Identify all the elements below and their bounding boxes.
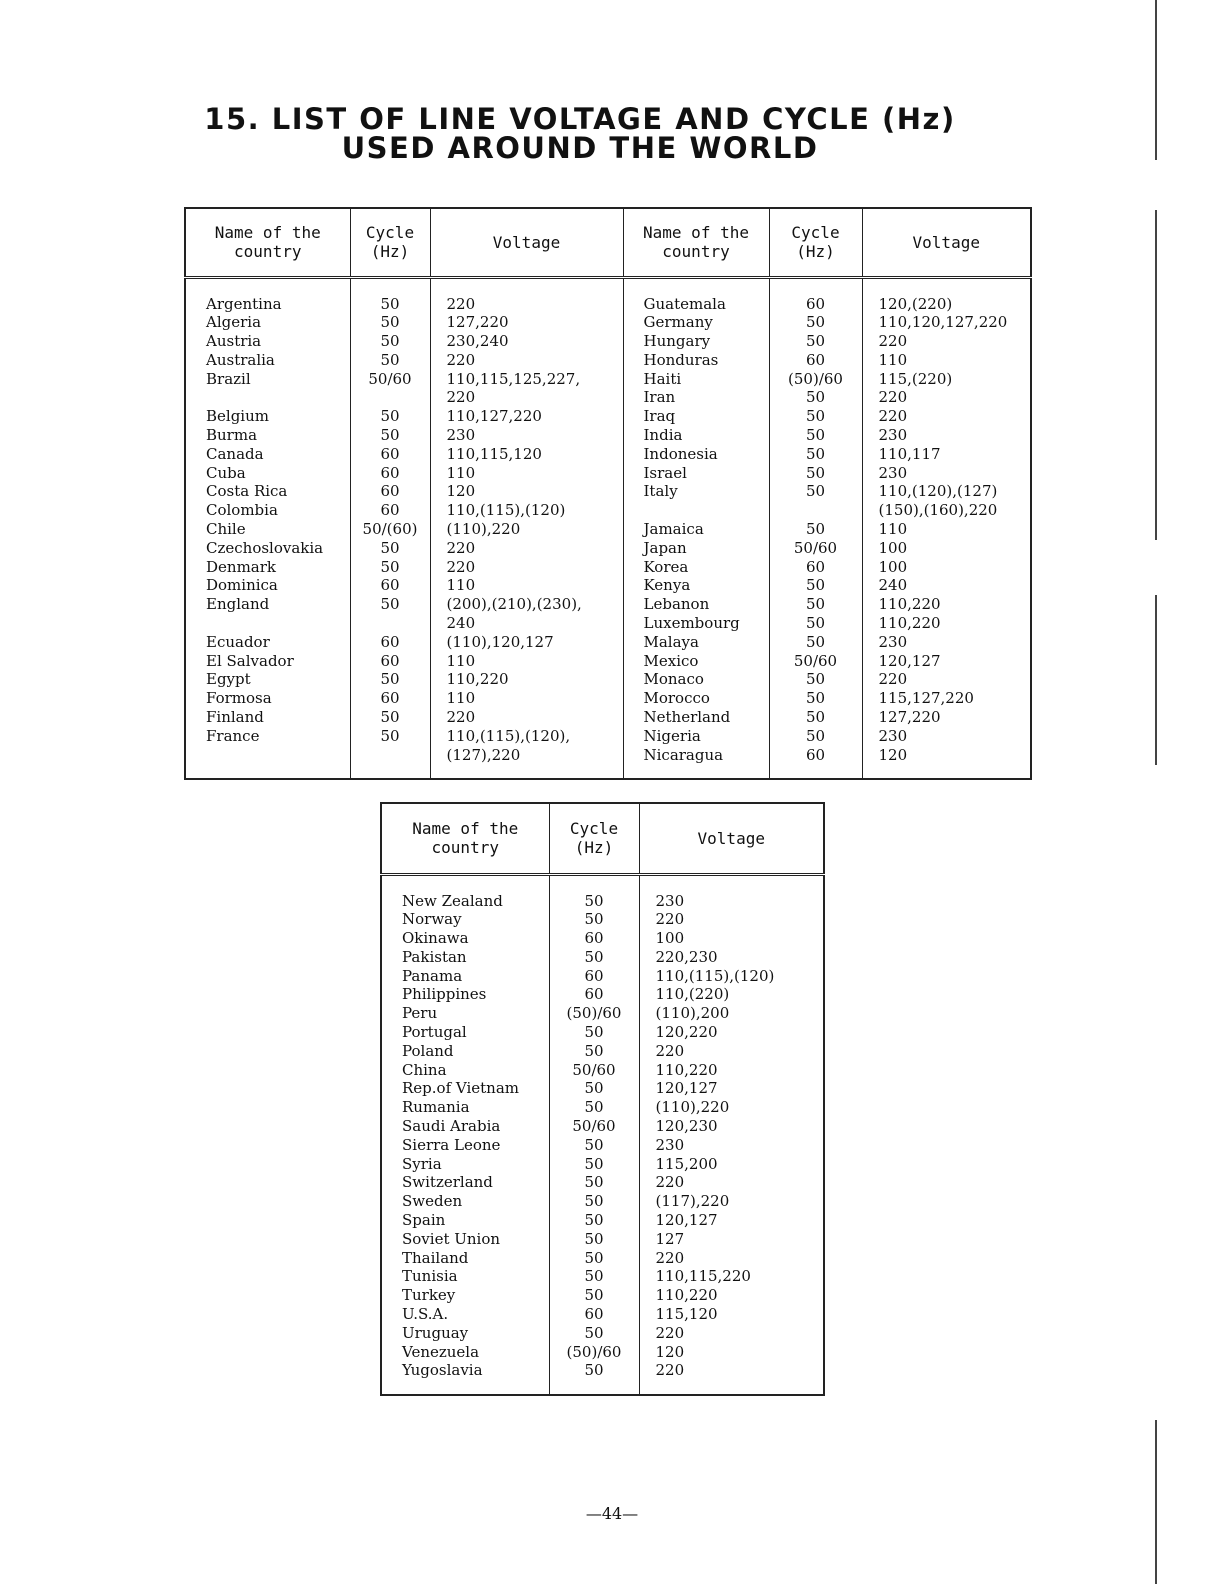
voltage-value: 127,220 — [862, 708, 1031, 727]
voltage-value: 220 — [639, 1249, 824, 1268]
cycle-value: 50 — [549, 1249, 639, 1268]
country-name: Thailand — [402, 1248, 469, 1267]
table-row — [381, 1042, 824, 1061]
header-cycle: Cycle (Hz) — [350, 208, 430, 277]
table-row — [381, 1211, 824, 1230]
margin-rule — [1155, 0, 1157, 160]
country-name: Israel — [623, 464, 769, 483]
country-name: Cuba — [206, 463, 246, 482]
cycle-value: 50 — [549, 1324, 639, 1343]
voltage-value: 100 — [639, 929, 824, 948]
voltage-value: (110),120,127 — [430, 633, 623, 652]
table-row — [185, 576, 1031, 595]
voltage-value: (200),(210),(230), — [430, 595, 623, 614]
cycle-value: 50 — [549, 1361, 639, 1395]
voltage-value: 110,(115),(120), — [430, 727, 623, 746]
cycle-value: (50)/60 — [549, 1343, 639, 1362]
voltage-value: 120,220 — [639, 1023, 824, 1042]
country-name: Monaco — [623, 670, 769, 689]
country-name: Nicaragua — [623, 746, 769, 780]
voltage-value: 115,120 — [639, 1305, 824, 1324]
table-row — [185, 370, 1031, 389]
table-row — [185, 633, 1031, 652]
cycle-value: 50 — [769, 426, 862, 445]
country-name: Soviet Union — [402, 1229, 501, 1248]
cycle-value: 60 — [350, 501, 430, 520]
table-row — [381, 1173, 824, 1192]
country-name — [185, 746, 350, 780]
table-row — [185, 558, 1031, 577]
cycle-value: 50 — [549, 1211, 639, 1230]
voltage-value: 110,115,125,227, — [430, 370, 623, 389]
cycle-value: 50 — [549, 1230, 639, 1249]
cycle-value: 50 — [769, 464, 862, 483]
table-row — [185, 727, 1031, 746]
country-name: Honduras — [623, 351, 769, 370]
country-name: Formosa — [206, 689, 272, 708]
voltage-value: 220 — [639, 1361, 824, 1395]
voltage-value: 240 — [430, 614, 623, 633]
cycle-value: 50 — [769, 407, 862, 426]
cycle-value: 50/60 — [549, 1061, 639, 1080]
voltage-value: 120,230 — [639, 1117, 824, 1136]
cycle-value: (50)/60 — [549, 1004, 639, 1023]
cycle-value: 60 — [549, 929, 639, 948]
voltage-value: 110,117 — [862, 445, 1031, 464]
table-row — [381, 1361, 824, 1395]
voltage-value: 220 — [639, 910, 824, 929]
voltage-value: 110,220 — [639, 1061, 824, 1080]
cycle-value: 50 — [769, 388, 862, 407]
country-name: Lebanon — [623, 595, 769, 614]
cycle-value: 50 — [769, 633, 862, 652]
voltage-table-main — [184, 207, 1032, 780]
header-voltage: Voltage — [430, 208, 623, 277]
country-name: Finland — [206, 708, 264, 727]
voltage-value: 110,(115),(120) — [639, 967, 824, 986]
cycle-value: 50 — [549, 1267, 639, 1286]
cycle-value: 50 — [350, 670, 430, 689]
cycle-value: 60 — [350, 576, 430, 595]
table-row — [185, 332, 1031, 351]
margin-rule — [1155, 1420, 1157, 1584]
table-row — [185, 501, 1031, 520]
country-name: Tunisia — [402, 1267, 458, 1286]
country-name: Korea — [623, 558, 769, 577]
table-row — [185, 313, 1031, 332]
country-name: Pakistan — [402, 947, 467, 966]
header-cycle: Cycle (Hz) — [769, 208, 862, 277]
table-row — [381, 1324, 824, 1343]
country-name: Peru — [402, 1004, 438, 1023]
voltage-value: 220 — [430, 277, 623, 313]
voltage-value: 120,127 — [639, 1211, 824, 1230]
cycle-value: 50 — [350, 727, 430, 746]
table-row — [381, 1117, 824, 1136]
voltage-value: 220,230 — [639, 948, 824, 967]
country-name: Austria — [206, 332, 262, 351]
country-name — [623, 501, 769, 520]
country-name: Ecuador — [206, 632, 270, 651]
cycle-value: 50 — [769, 520, 862, 539]
cycle-value: 60 — [350, 689, 430, 708]
margin-rule — [1155, 210, 1157, 540]
country-name: Saudi Arabia — [402, 1117, 501, 1136]
voltage-value: 110,220 — [862, 614, 1031, 633]
cycle-value: 50 — [549, 1023, 639, 1042]
voltage-value: 220 — [862, 407, 1031, 426]
voltage-value: 220 — [430, 558, 623, 577]
table-row — [185, 407, 1031, 426]
table-row — [185, 445, 1031, 464]
header-cycle: Cycle (Hz) — [549, 803, 639, 874]
voltage-value: (110),200 — [639, 1004, 824, 1023]
country-name: Italy — [623, 482, 769, 501]
cycle-value: 50 — [549, 1098, 639, 1117]
table-row — [185, 614, 1031, 633]
voltage-value: 100 — [862, 558, 1031, 577]
cycle-value: 50/60 — [769, 539, 862, 558]
country-name: Spain — [402, 1211, 446, 1230]
country-name: Iraq — [623, 407, 769, 426]
cycle-value: 50 — [769, 727, 862, 746]
voltage-value: 220 — [862, 670, 1031, 689]
voltage-value: (117),220 — [639, 1192, 824, 1211]
table-row — [185, 652, 1031, 671]
country-name: France — [206, 726, 260, 745]
country-name: U.S.A. — [402, 1305, 449, 1324]
country-name: Colombia — [206, 501, 278, 520]
table-row — [185, 482, 1031, 501]
country-name: Germany — [623, 313, 769, 332]
table-row — [185, 746, 1031, 780]
country-name: Haiti — [623, 370, 769, 389]
country-name: Luxembourg — [623, 614, 769, 633]
voltage-value: (110),220 — [639, 1098, 824, 1117]
voltage-value: 120 — [639, 1343, 824, 1362]
voltage-value: 120 — [862, 746, 1031, 780]
voltage-value: 220 — [639, 1042, 824, 1061]
cycle-value: 50 — [769, 670, 862, 689]
country-name: Kenya — [623, 576, 769, 595]
country-name: Japan — [623, 539, 769, 558]
cycle-value: 50 — [769, 332, 862, 351]
country-name: Okinawa — [402, 929, 469, 948]
voltage-value: 220 — [430, 708, 623, 727]
country-name: Rep.of Vietnam — [402, 1079, 519, 1098]
table-row — [381, 1305, 824, 1324]
voltage-table-secondary — [380, 802, 825, 1396]
country-name: New Zealand — [402, 891, 503, 910]
country-name: Egypt — [206, 670, 251, 689]
cycle-value: 50 — [350, 332, 430, 351]
table-row — [381, 1343, 824, 1362]
cycle-value: (50)/60 — [769, 370, 862, 389]
table-row — [381, 929, 824, 948]
country-name: Malaya — [623, 633, 769, 652]
voltage-value: 110 — [862, 351, 1031, 370]
country-name: India — [623, 426, 769, 445]
country-name: Jamaica — [623, 520, 769, 539]
voltage-value: 110,220 — [430, 670, 623, 689]
cycle-value: 50 — [350, 558, 430, 577]
cycle-value: 50 — [350, 351, 430, 370]
voltage-value: 110,120,127,220 — [862, 313, 1031, 332]
cycle-value: 50/60 — [549, 1117, 639, 1136]
table-row — [185, 595, 1031, 614]
voltage-value: 120,127 — [639, 1079, 824, 1098]
cycle-value: 60 — [549, 967, 639, 986]
table-row — [185, 426, 1031, 445]
cycle-value: 50 — [769, 445, 862, 464]
country-name: El Salvador — [206, 651, 294, 670]
cycle-value: 50 — [350, 708, 430, 727]
table-row — [185, 277, 1031, 313]
page-number: —44— — [585, 1504, 639, 1523]
voltage-value: 110 — [430, 464, 623, 483]
voltage-value: 230 — [430, 426, 623, 445]
country-name: Guatemala — [623, 277, 769, 313]
voltage-value: 230,240 — [430, 332, 623, 351]
cycle-value: 50 — [769, 614, 862, 633]
country-name: China — [402, 1060, 447, 1079]
country-name: Hungary — [623, 332, 769, 351]
cycle-value: 50 — [549, 1079, 639, 1098]
country-name: Iran — [623, 388, 769, 407]
cycle-value: 60 — [350, 464, 430, 483]
voltage-value: (127),220 — [430, 746, 623, 780]
cycle-value: 50 — [549, 910, 639, 929]
cycle-value — [350, 746, 430, 780]
cycle-value: 50 — [549, 1155, 639, 1174]
country-name: Netherland — [623, 708, 769, 727]
voltage-value: 100 — [862, 539, 1031, 558]
table-row — [185, 670, 1031, 689]
table-row — [185, 388, 1031, 407]
header-name: Name of the country — [623, 208, 769, 277]
cycle-value: 60 — [549, 985, 639, 1004]
country-name: Rumania — [402, 1098, 470, 1117]
table-row — [381, 1004, 824, 1023]
voltage-value: 220 — [862, 388, 1031, 407]
cycle-value: 50 — [549, 1286, 639, 1305]
header-name: Name of the country — [185, 208, 350, 277]
country-name — [185, 614, 350, 633]
table-row — [381, 910, 824, 929]
table-row — [381, 967, 824, 986]
country-name: Indonesia — [623, 445, 769, 464]
country-name: Poland — [402, 1041, 454, 1060]
country-name: Nigeria — [623, 727, 769, 746]
cycle-value: 50 — [350, 277, 430, 313]
cycle-value: 50/60 — [769, 652, 862, 671]
cycle-value: 50 — [769, 482, 862, 501]
country-name: Morocco — [623, 689, 769, 708]
voltage-value: 230 — [639, 874, 824, 910]
voltage-value: 230 — [862, 426, 1031, 445]
voltage-value: 240 — [862, 576, 1031, 595]
voltage-value: 230 — [862, 727, 1031, 746]
voltage-value: 115,200 — [639, 1155, 824, 1174]
voltage-value: 110 — [430, 652, 623, 671]
table-row — [381, 948, 824, 967]
table-row — [381, 1023, 824, 1042]
cycle-value: 60 — [350, 445, 430, 464]
cycle-value — [350, 614, 430, 633]
cycle-value: 50 — [549, 1192, 639, 1211]
country-name: Australia — [206, 350, 275, 369]
country-name: Dominica — [206, 576, 278, 595]
cycle-value: 50 — [549, 874, 639, 910]
country-name: Norway — [402, 910, 462, 929]
voltage-value: 230 — [862, 633, 1031, 652]
voltage-value: 220 — [862, 332, 1031, 351]
country-name — [185, 388, 350, 407]
cycle-value: 50 — [769, 595, 862, 614]
table-row — [381, 985, 824, 1004]
table-row — [381, 1230, 824, 1249]
cycle-value: 60 — [769, 746, 862, 780]
voltage-value: 110 — [862, 520, 1031, 539]
voltage-value: 110,115,220 — [639, 1267, 824, 1286]
cycle-value: 50 — [350, 539, 430, 558]
cycle-value: 50/(60) — [350, 520, 430, 539]
cycle-value: 60 — [350, 633, 430, 652]
country-name: Burma — [206, 426, 258, 445]
country-name: Costa Rica — [206, 482, 288, 501]
page-title: 15. LIST OF LINE VOLTAGE AND CYCLE (Hz) — [204, 102, 956, 136]
cycle-value: 50 — [549, 1173, 639, 1192]
header-name: Name of the country — [381, 803, 549, 874]
cycle-value: 60 — [769, 558, 862, 577]
country-name: Brazil — [206, 369, 251, 388]
table-row — [381, 874, 824, 910]
voltage-value: 127,220 — [430, 313, 623, 332]
voltage-value: 230 — [639, 1136, 824, 1155]
voltage-value: 120,(220) — [862, 277, 1031, 313]
voltage-value: 220 — [430, 539, 623, 558]
table-row — [381, 1061, 824, 1080]
table-row — [381, 1286, 824, 1305]
country-name: Sierra Leone — [402, 1135, 501, 1154]
cycle-value: 50 — [769, 708, 862, 727]
voltage-value: 110,(120),(127) — [862, 482, 1031, 501]
voltage-value: 110 — [430, 576, 623, 595]
table-row — [381, 1079, 824, 1098]
cycle-value: 50 — [769, 313, 862, 332]
table-row — [185, 464, 1031, 483]
table-row — [381, 1267, 824, 1286]
header-voltage: Voltage — [639, 803, 824, 874]
country-name: Syria — [402, 1154, 442, 1173]
cycle-value: 50 — [549, 948, 639, 967]
voltage-value: 220 — [639, 1173, 824, 1192]
country-name: Portugal — [402, 1023, 467, 1042]
cycle-value: 50 — [549, 1042, 639, 1061]
table-row — [185, 708, 1031, 727]
country-name: Panama — [402, 966, 463, 985]
cycle-value: 60 — [350, 652, 430, 671]
cycle-value: 50 — [549, 1136, 639, 1155]
cycle-value: 60 — [769, 351, 862, 370]
country-name: Argentina — [206, 294, 282, 313]
cycle-value: 50 — [350, 426, 430, 445]
voltage-value: 110,(115),(120) — [430, 501, 623, 520]
cycle-value — [350, 388, 430, 407]
table-row — [185, 689, 1031, 708]
voltage-value: 110,115,120 — [430, 445, 623, 464]
cycle-value: 60 — [549, 1305, 639, 1324]
voltage-value: 120 — [430, 482, 623, 501]
voltage-value: 230 — [862, 464, 1031, 483]
cycle-value: 50 — [350, 407, 430, 426]
voltage-value: 115,127,220 — [862, 689, 1031, 708]
voltage-value: 115,(220) — [862, 370, 1031, 389]
voltage-value: (110),220 — [430, 520, 623, 539]
cycle-value: 50 — [769, 689, 862, 708]
cycle-value: 50 — [769, 576, 862, 595]
country-name: Sweden — [402, 1192, 463, 1211]
table-row — [185, 351, 1031, 370]
voltage-value: 110 — [430, 689, 623, 708]
cycle-value: 50/60 — [350, 370, 430, 389]
voltage-value: 110,220 — [862, 595, 1031, 614]
voltage-value: 220 — [639, 1324, 824, 1343]
table-row — [381, 1155, 824, 1174]
cycle-value — [769, 501, 862, 520]
country-name: Chile — [206, 520, 246, 539]
header-voltage: Voltage — [862, 208, 1031, 277]
country-name: Belgium — [206, 407, 269, 426]
table-row — [381, 1136, 824, 1155]
country-name: Canada — [206, 444, 264, 463]
cycle-value: 60 — [350, 482, 430, 501]
country-name: Venezuela — [402, 1342, 480, 1361]
country-name: Philippines — [402, 985, 487, 1004]
voltage-value: 110,220 — [639, 1286, 824, 1305]
voltage-value: 120,127 — [862, 652, 1031, 671]
voltage-value: 220 — [430, 388, 623, 407]
table-row — [185, 539, 1031, 558]
page-subtitle: USED AROUND THE WORLD — [341, 131, 819, 165]
country-name: Turkey — [402, 1286, 456, 1305]
voltage-value: (150),(160),220 — [862, 501, 1031, 520]
voltage-value: 127 — [639, 1230, 824, 1249]
country-name: Mexico — [623, 652, 769, 671]
country-name: Switzerland — [402, 1173, 493, 1192]
table-row — [381, 1098, 824, 1117]
cycle-value: 60 — [769, 277, 862, 313]
margin-rule — [1155, 595, 1157, 765]
voltage-value: 110,127,220 — [430, 407, 623, 426]
voltage-value: 220 — [430, 351, 623, 370]
country-name: Algeria — [206, 313, 262, 332]
cycle-value: 50 — [350, 313, 430, 332]
country-name: England — [206, 595, 270, 614]
country-name: Denmark — [206, 557, 276, 576]
table-row — [381, 1249, 824, 1268]
cycle-value: 50 — [350, 595, 430, 614]
country-name: Czechoslovakia — [206, 538, 324, 557]
table-row — [185, 520, 1031, 539]
voltage-value: 110,(220) — [639, 985, 824, 1004]
table-row — [381, 1192, 824, 1211]
country-name: Uruguay — [402, 1323, 469, 1342]
country-name: Yugoslavia — [402, 1361, 483, 1380]
